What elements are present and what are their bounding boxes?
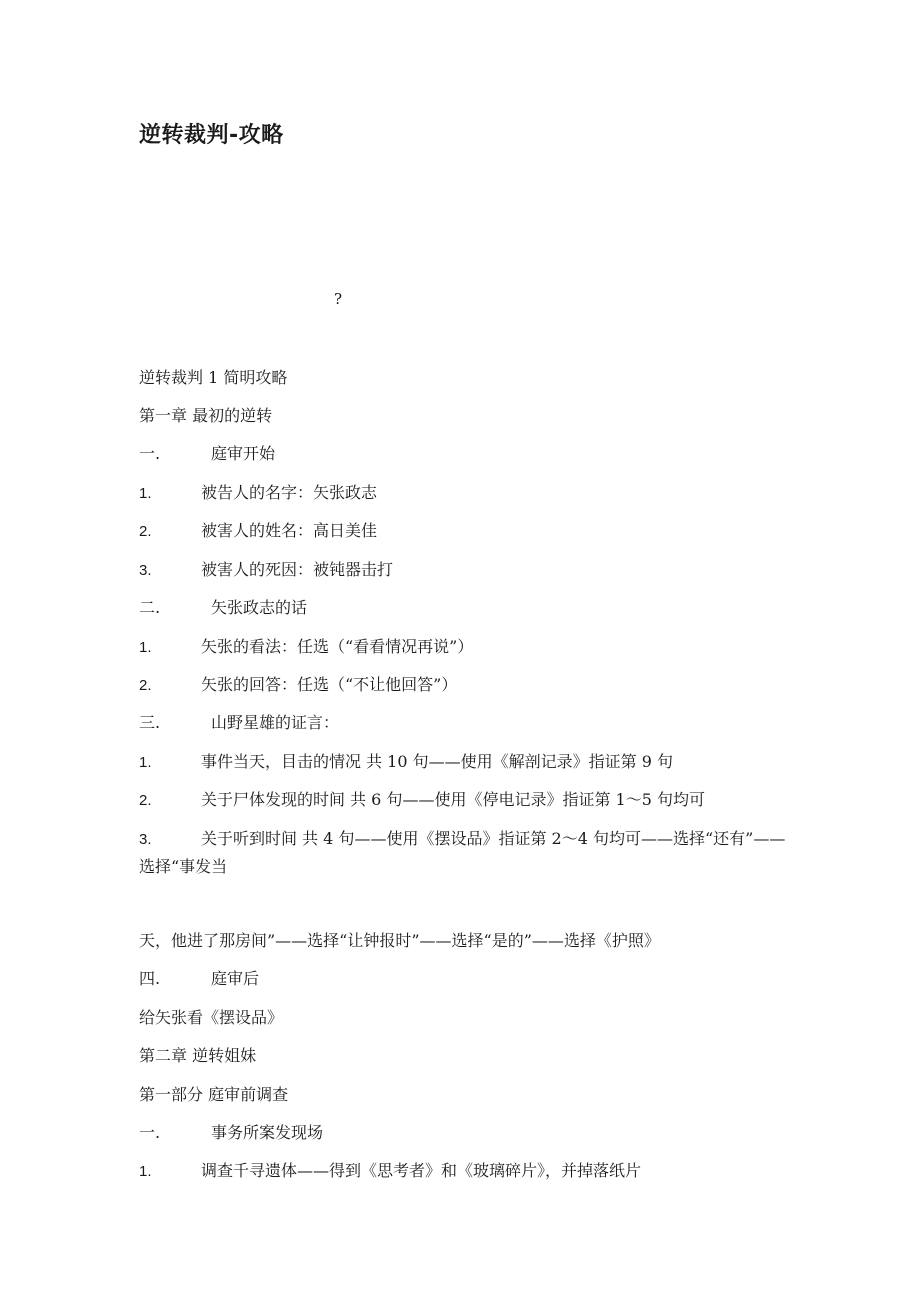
chapter1-title: 第一章 最初的逆转 [139,406,273,425]
item-number: 3. [139,831,152,848]
paragraph: 给矢张看《摆设品》 [139,1008,284,1027]
section-text: 庭审开始 [211,444,276,463]
section-heading [139,713,339,733]
document-title: 逆转裁判-攻略 [139,123,284,148]
item-text: 被告人的名字：矢张政志 [201,483,378,502]
section-heading [139,598,307,618]
list-item [139,1161,641,1182]
list-item [139,752,673,773]
section-number: 一. [139,444,161,463]
section-number: 二. [139,598,161,617]
item-text: 关于听到时间 共 4 句——使用《摆设品》指证第 2～4 句均可——选择“还有”——选择“事发当 [139,829,786,876]
list-item [139,560,393,581]
item-text: 调查千寻遗体——得到《思考者》和《玻璃碎片》，并掉落纸片 [201,1161,642,1180]
item-text: 被害人的姓名：高日美佳 [201,521,378,540]
item-number: 1. [139,639,152,656]
list-item [139,790,705,811]
item-number: 1. [139,1163,152,1180]
item-number: 2. [139,677,152,694]
list-item [139,483,377,504]
item-text: 矢张的回答：任选（“不让他回答”） [201,675,458,694]
part-heading: 第一部分 庭审前调查 [139,1085,289,1104]
continued-text: 天，他进了那房间”——选择“让钟报时”——选择“是的”——选择《护照》 [139,931,660,950]
item-text: 关于尸体发现的时间 共 6 句——使用《停电记录》指证第 1～5 句均可 [201,790,705,809]
section-heading [139,1123,323,1143]
section-number: 四. [139,969,161,988]
item-number: 2. [139,523,152,540]
section-number: 三. [139,713,161,732]
list-item [139,637,473,658]
list-item [139,521,377,542]
list-item [139,825,789,880]
section-text: 山野星雄的证言： [211,713,340,732]
item-text: 矢张的看法：任选（“看看情况再说”） [201,637,474,656]
intro-line: 逆转裁判 1 简明攻略 [139,368,288,387]
item-text: 被害人的死因：被钝器击打 [201,560,394,579]
section-text: 庭审后 [211,969,260,988]
section-text: 矢张政志的话 [211,598,308,617]
section-heading [139,444,275,464]
item-number: 1. [139,754,152,771]
section-number: 一. [139,1123,161,1142]
item-number: 1. [139,485,152,502]
section-text: 事务所案发现场 [211,1123,324,1142]
chapter2-title: 第二章 逆转姐妹 [139,1046,257,1065]
section-heading [139,969,259,989]
list-item [139,675,457,696]
item-number: 2. [139,792,152,809]
item-number: 3. [139,562,152,579]
question-mark: ? [334,290,343,308]
item-text: 事件当天，目击的情况 共 10 句——使用《解剖记录》指证第 9 句 [201,752,673,771]
